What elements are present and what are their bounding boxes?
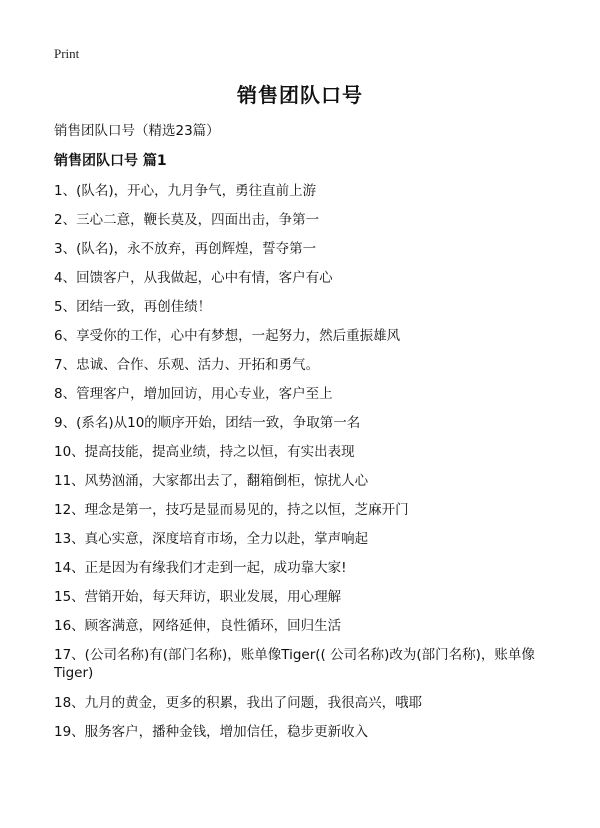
slogan-list — [54, 182, 554, 752]
print-link[interactable]: Print — [54, 46, 80, 61]
list-item: 14、正是因为有缘我们才走到一起，成功靠大家! — [54, 560, 347, 576]
list-item: 2、三心二意，鞭长莫及，四面出击，争第一 — [54, 212, 320, 228]
list-item: 7、忠诚、合作、乐观、活力、开拓和勇气。 — [54, 357, 320, 373]
section-heading: 销售团队口号 篇1 — [54, 153, 167, 169]
list-item: 6、享受你的工作，心中有梦想，一起努力，然后重振雄风 — [54, 328, 401, 344]
list-item: 12、理念是第一，技巧是显而易见的，持之以恒，芝麻开门 — [54, 502, 409, 518]
document-subtitle: 销售团队口号（精选23篇） — [54, 123, 220, 139]
document-title: 销售团队口号 — [237, 83, 363, 107]
list-item: 9、(系名)从10的顺序开始，团结一致，争取第一名 — [54, 415, 361, 431]
list-item: 19、服务客户，播种金钱，增加信任，稳步更新收入 — [54, 724, 369, 740]
list-item: 1、(队名)，开心，九月争气，勇往直前上游 — [54, 183, 317, 199]
list-item: 13、真心实意，深度培育市场，全力以赴，掌声响起 — [54, 531, 369, 547]
list-item: 15、营销开始，每天拜访，职业发展，用心理解 — [54, 589, 342, 605]
list-item: 5、团结一致，再创佳绩！ — [54, 299, 212, 315]
list-item: 16、顾客满意，网络延伸，良性循环，回归生活 — [54, 618, 342, 634]
list-item: 17、(公司名称)有(部门名称)，账单像Tiger(( 公司名称)改为(部门名称)，账单像Tiger) — [54, 647, 535, 681]
list-item: 3、(队名)，永不放弃，再创辉煌，誓夺第一 — [54, 241, 317, 257]
list-item: 11、风势汹涌，大家都出去了，翻箱倒柜，惊扰人心 — [54, 473, 369, 489]
list-item: 10、提高技能，提高业绩，持之以恒，有实出表现 — [54, 444, 355, 460]
list-item: 4、回馈客户，从我做起，心中有情，客户有心 — [54, 270, 333, 286]
list-item: 8、管理客户，增加回访，用心专业，客户至上 — [54, 386, 333, 402]
list-item: 18、九月的黄金，更多的积累，我出了问题，我很高兴，哦耶 — [54, 695, 423, 711]
